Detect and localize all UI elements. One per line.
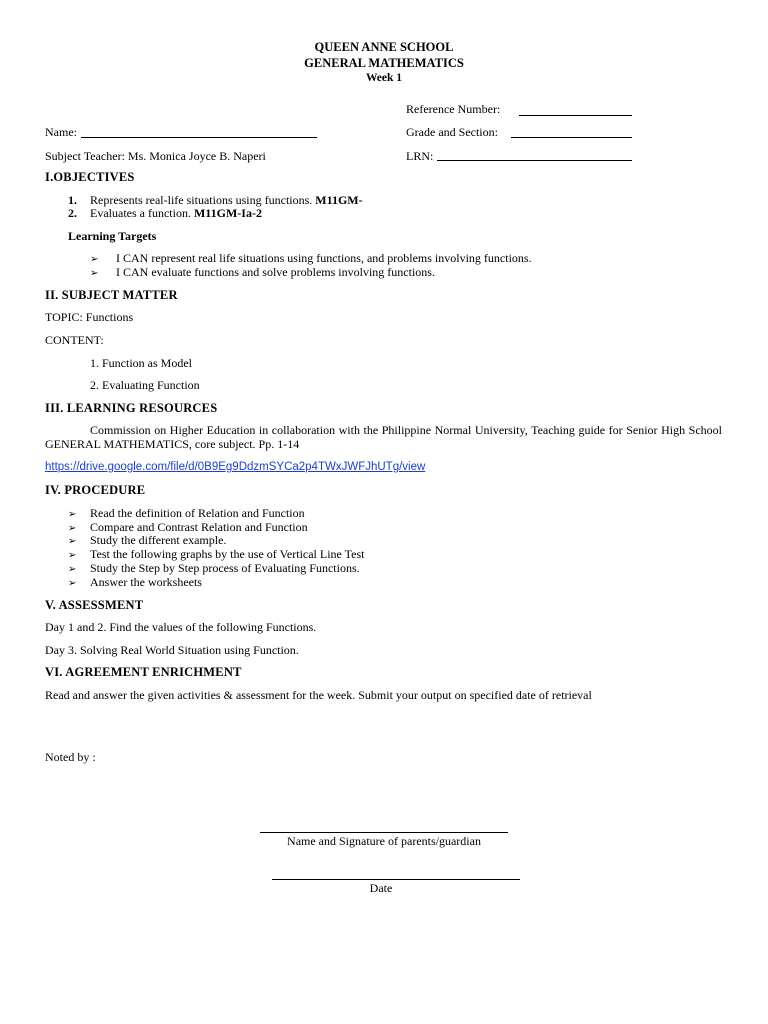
- lrn-label: LRN:: [406, 149, 434, 163]
- arrow-bullet-icon: ➢: [68, 536, 77, 547]
- arrow-bullet-icon: ➢: [68, 550, 77, 561]
- target-item: [90, 265, 435, 280]
- learning-targets-heading: Learning Targets: [68, 229, 157, 243]
- target-text: I CAN evaluate functions and solve problems involving functions.: [116, 265, 435, 279]
- procedure-text: Study the different example.: [90, 533, 227, 547]
- procedure-text: Study the Step by Step process of Evaluating Functions.: [90, 561, 360, 575]
- procedure-text: Compare and Contrast Relation and Function: [90, 520, 308, 534]
- assessment-line: Day 3. Solving Real World Situation using Function.: [45, 643, 299, 657]
- objectives-heading: I.OBJECTIVES: [45, 170, 135, 184]
- objective-text: Represents real-life situations using functions.: [90, 193, 316, 207]
- resources-paragraph: Commission on Higher Education in collaboration with the Philippine Normal University, Teaching guide for Senior High School GENERAL MATHEMATICS, core subject. Pp. 1-14: [45, 423, 722, 451]
- procedure-text: Test the following graphs by the use of Vertical Line Test: [90, 547, 365, 561]
- reference-number-label: Reference Number:: [406, 102, 501, 116]
- target-text: I CAN represent real life situations using functions, and problems involving functions.: [116, 251, 532, 265]
- name-line: [81, 137, 317, 138]
- content-label: CONTENT:: [45, 333, 104, 347]
- week-label: Week 1: [365, 72, 403, 84]
- procedure-item: [68, 533, 226, 548]
- objective-number: 1.: [68, 193, 77, 207]
- lrn-line: [437, 160, 632, 161]
- arrow-bullet-icon: ➢: [90, 254, 99, 265]
- date-line: [272, 879, 520, 880]
- content-item: 1. Function as Model: [90, 356, 192, 370]
- objective-code: M11GM-: [315, 193, 363, 207]
- noted-by-label: Noted by :: [45, 750, 96, 764]
- learning-resources-heading: III. LEARNING RESOURCES: [45, 401, 218, 415]
- resource-link[interactable]: https://drive.google.com/file/d/0B9Eg9DdzmSYCa2p4TWxJWFJhUTg/view: [45, 461, 426, 473]
- procedure-item: [68, 575, 202, 590]
- procedure-item: [68, 561, 360, 576]
- assessment-line: Day 1 and 2. Find the values of the following Functions.: [45, 620, 317, 634]
- arrow-bullet-icon: ➢: [68, 509, 77, 520]
- objective-item: [68, 206, 262, 221]
- name-label: Name:: [45, 125, 77, 139]
- objective-number: 2.: [68, 206, 77, 220]
- grade-section-line: [511, 137, 632, 138]
- arrow-bullet-icon: ➢: [68, 564, 77, 575]
- procedure-text: Read the definition of Relation and Function: [90, 506, 305, 520]
- procedure-item: [68, 547, 364, 562]
- enrichment-text: Read and answer the given activities & assessment for the week. Submit your output on specified date of retrieval: [45, 688, 592, 702]
- date-label: Date: [369, 881, 393, 895]
- grade-section-label: Grade and Section:: [406, 125, 498, 139]
- parent-signature-label: Name and Signature of parents/guardian: [287, 834, 481, 848]
- school-name: QUEEN ANNE SCHOOL: [314, 40, 454, 54]
- procedure-heading: IV. PROCEDURE: [45, 483, 146, 497]
- assessment-heading: V. ASSESSMENT: [45, 598, 144, 612]
- target-item: [90, 251, 532, 266]
- arrow-bullet-icon: ➢: [68, 578, 77, 589]
- subject-teacher: Subject Teacher: Ms. Monica Joyce B. Naperi: [45, 149, 266, 163]
- parent-signature-line: [260, 832, 508, 833]
- procedure-text: Answer the worksheets: [90, 575, 202, 589]
- arrow-bullet-icon: ➢: [90, 268, 99, 279]
- arrow-bullet-icon: ➢: [68, 523, 77, 534]
- enrichment-heading: VI. AGREEMENT ENRICHMENT: [45, 665, 242, 679]
- subject-title: GENERAL MATHEMATICS: [304, 56, 464, 70]
- procedure-item: [68, 506, 305, 521]
- reference-number-line: [519, 115, 632, 116]
- objective-text: Evaluates a function.: [90, 206, 194, 220]
- objective-code: M11GM-Ia-2: [193, 206, 262, 220]
- subject-matter-heading: II. SUBJECT MATTER: [45, 288, 178, 302]
- topic-line: TOPIC: Functions: [45, 310, 134, 324]
- content-item: 2. Evaluating Function: [90, 378, 200, 392]
